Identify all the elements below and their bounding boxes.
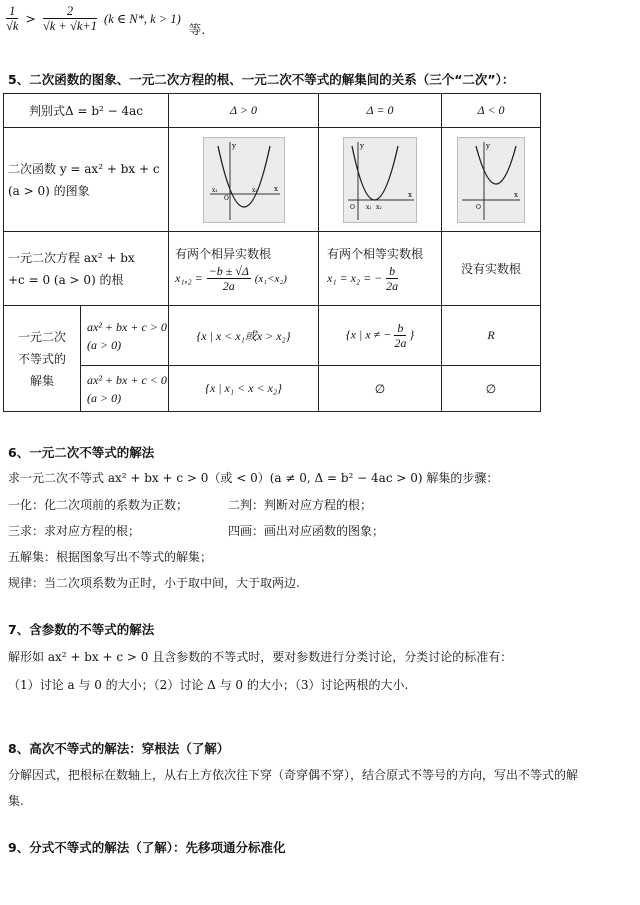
roots-row-label-line2: +c = 0 (a > 0) 的根 <box>8 272 124 287</box>
graph-row <box>4 128 541 232</box>
section8-title: 8、高次不等式的解法：穿根法（了解） <box>8 741 230 756</box>
roots-formula-suffix: (x₁<x₂) <box>254 272 287 285</box>
y-label: y <box>231 141 236 150</box>
graph-cell-two-roots <box>169 128 319 232</box>
roots-two-equal-text: 有两个相等实数根 <box>327 246 424 261</box>
ineq-lt-row <box>4 366 541 412</box>
ineq-lt-line2: (a > 0) <box>87 390 122 405</box>
graph-cell-no-root <box>442 128 541 232</box>
top-formula <box>6 4 205 38</box>
roots-row <box>4 232 541 306</box>
ineq-gt-one-root-denominator: 2a <box>394 336 407 350</box>
x-label: x <box>408 190 412 199</box>
roots-two-distinct-formula <box>175 264 318 293</box>
x-label: x <box>273 184 278 193</box>
x2-label: x₂ <box>251 186 258 194</box>
lhs-denominator: √k <box>6 19 19 33</box>
roots-formula-prefix: x₁,₂ = <box>175 270 203 285</box>
x2-label: x₂ <box>376 203 382 211</box>
graph-row-label-line2: (a > 0) 的图象 <box>8 183 90 198</box>
roots-formula-fraction <box>207 264 251 293</box>
parabola-no-root-graph <box>457 137 525 223</box>
lhs-fraction <box>6 4 18 33</box>
equal-root-fraction <box>386 264 398 293</box>
lhs-numerator: 1 <box>6 4 18 19</box>
ineq-gt-one-root <box>319 306 442 366</box>
parabola-two-roots-graph <box>203 137 285 223</box>
delta-positive-header: Δ > 0 <box>169 94 319 128</box>
roots-two-distinct-text: 有两个相异实数根 <box>175 246 272 261</box>
ineq-gt-line2: (a > 0) <box>87 337 122 352</box>
ineq-lt-two-roots: {x | x₁ < x < x₂} <box>169 366 319 412</box>
graph-cell-one-root <box>319 128 442 232</box>
ineq-lt-one-root: ∅ <box>319 366 442 412</box>
delta-negative-header: Δ < 0 <box>442 94 541 128</box>
k-condition: (k ∈ N*, k > 1) <box>104 11 181 26</box>
ineq-gt-no-root: R <box>442 306 541 366</box>
roots-two-equal <box>319 232 442 306</box>
rhs-denominator: √k + √k+1 <box>42 19 98 33</box>
discriminant-header: 判别式Δ = b² − 4ac <box>4 94 169 128</box>
section6-title: 6、一元二次不等式的解法 <box>8 445 155 460</box>
rhs-fraction <box>43 4 97 33</box>
ineq-gt-label <box>81 306 169 366</box>
roots-row-label-line1: 一元二次方程 ax² + bx <box>8 250 135 265</box>
origin-label: O <box>476 203 481 211</box>
section6-rule: 规律：当二次项系数为正时，小于取中间，大于取两边. <box>8 576 300 590</box>
ineq-lt-label <box>81 366 169 412</box>
graph-row-label-line1: 二次函数 y = ax² + bx + c <box>8 161 160 176</box>
ineq-gt-one-root-suffix: } <box>409 327 415 342</box>
section7-title: 7、含参数的不等式的解法 <box>8 622 155 637</box>
ineq-gt-two-roots: {x | x < x₁或x > x₂} <box>169 306 319 366</box>
section6-intro: 求一元二次不等式 ax² + bx + c > 0（或 < 0）(a ≠ 0, Δ = b² − 4ac > 0) 解集的步骤： <box>8 471 499 485</box>
section8-line2: 集. <box>8 794 24 808</box>
ineq-row-label-line2: 不等式的 <box>17 351 66 366</box>
section6-step5: 五解集：根据图象写出不等式的解集； <box>8 550 213 564</box>
three-quadratics-table <box>3 93 541 412</box>
section7-line2: （1）讨论 a 与 0 的大小；（2）讨论 Δ 与 0 的大小；（3）讨论两根的大小. <box>8 678 409 692</box>
roots-two-equal-formula <box>327 264 441 293</box>
ineq-row-label-line1: 一元二次 <box>17 329 66 344</box>
ineq-row-label-line3: 解集 <box>29 373 54 388</box>
section9-title: 9、分式不等式的解法（了解）：先移项通分标准化 <box>8 840 286 855</box>
ineq-gt-line1: ax² + bx + c > 0 <box>87 319 167 334</box>
equal-root-prefix: x₁ = x₂ = − <box>327 270 383 285</box>
formula-suffix: 等. <box>188 22 206 37</box>
x1-label: x₁ <box>211 186 218 194</box>
rhs-numerator: 2 <box>43 4 97 19</box>
gt-sign: > <box>25 11 36 26</box>
parabola-curve <box>352 146 398 200</box>
parabola-curve <box>476 146 516 184</box>
ineq-gt-one-root-prefix: {x | x ≠ − <box>345 327 392 342</box>
x-label: x <box>514 190 518 199</box>
roots-none: 没有实数根 <box>442 232 541 306</box>
roots-two-distinct <box>169 232 319 306</box>
section5-title: 5、二次函数的图象、一元二次方程的根、一元二次不等式的解集间的关系（三个“二次”）： <box>8 72 515 87</box>
origin-label: O <box>223 194 229 202</box>
section8-line1: 分解因式，把根标在数轴上，从右上方依次往下穿（奇穿偶不穿），结合原式不等号的方向，写出不等式的解 <box>8 768 579 782</box>
ineq-gt-one-root-numerator: b <box>394 321 406 336</box>
ineq-row-label <box>4 306 81 412</box>
equal-root-numerator: b <box>386 264 398 279</box>
origin-label: O <box>350 203 355 211</box>
y-label: y <box>360 141 364 150</box>
x1-label: x₁ <box>366 203 372 211</box>
section6-step4: 四画：画出对应函数的图象； <box>228 524 385 538</box>
graph-row-label <box>4 128 169 232</box>
roots-row-label <box>4 232 169 306</box>
ineq-gt-row <box>4 306 541 366</box>
equal-root-denominator: 2a <box>386 278 399 293</box>
section6-step2: 二判：判断对应方程的根； <box>228 498 373 512</box>
ineq-gt-one-root-fraction <box>394 321 406 350</box>
roots-formula-denominator: 2a <box>222 278 235 293</box>
header-row <box>4 94 541 128</box>
y-label: y <box>486 141 490 150</box>
section6-step3: 三求：求对应方程的根； <box>8 524 141 538</box>
parabola-one-root-graph <box>343 137 417 223</box>
roots-formula-numerator: −b ± √Δ <box>208 263 249 278</box>
ineq-lt-no-root: ∅ <box>442 366 541 412</box>
ineq-lt-line1: ax² + bx + c < 0 <box>87 372 167 387</box>
section6-step1: 一化：化二次项前的系数为正数； <box>8 498 189 512</box>
delta-zero-header: Δ = 0 <box>319 94 442 128</box>
section7-line1: 解形如 ax² + bx + c > 0 且含参数的不等式时，要对参数进行分类讨论，分类讨论的标准有： <box>8 650 513 664</box>
